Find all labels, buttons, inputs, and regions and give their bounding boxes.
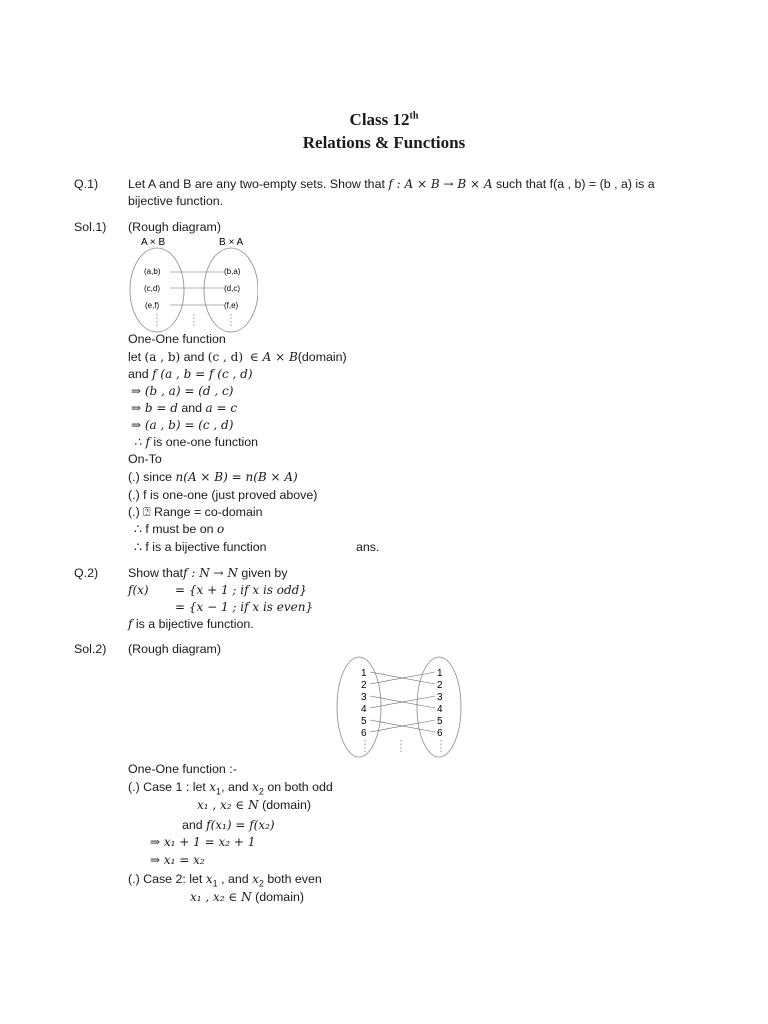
sol1-line-3: ⇒ (b , a) = (d , c) [131,384,234,398]
q1-line-2: bijective function. [128,194,224,208]
q2-line-3: = {x − 1 ; if x is even} [175,600,314,614]
sol1-onto-line-3: (.) ⍰ Range = co-domain [128,505,263,519]
text: is a bijective function. [135,617,254,631]
sol1-line-2 [128,366,253,382]
math: a = c [205,401,238,415]
math: f(x₁) = f(x₂) [206,818,275,832]
text: (.) since [128,470,173,484]
sol2-case2-line-2 [190,889,304,905]
diagram-right-item: 5 [437,716,443,727]
q1-text-b: such that f(a , b) = (b , a) is a [495,177,655,191]
diagram-left-item: 3 [361,692,367,703]
text: given by [241,566,288,580]
diagram-left-item: 1 [361,668,367,679]
text: and [182,818,203,832]
q2-label: Q.2) [74,566,99,580]
math: ∴ f [134,435,150,449]
sol2-case1-line-3 [182,817,275,833]
subscript: 1 [212,878,218,889]
text: is one-one function [153,435,259,449]
math: x₁ , x₂ ∈ N [197,798,259,812]
sol1-onto-line-2: (.) f is one-one (just proved above) [128,488,318,502]
math: ⇒ b = d [131,401,178,415]
sol1-label: Sol.1) [74,220,107,234]
sol1-line-1 [128,349,347,365]
math: n(A × B) = n(B × A) [175,470,298,484]
sol1-line-6 [134,434,258,450]
math: ∈ A × B [249,350,298,364]
math: (c , d) [207,350,244,364]
diagram-right-item: 4 [437,704,443,715]
text: let [128,350,142,364]
class-label: Class 12 [349,110,410,129]
diagram-left-item: (e,f) [145,301,160,310]
sol2-one-one-heading: One-One function :- [128,762,237,776]
math: x [252,780,259,794]
sol1-answer-mark: ans. [356,540,380,554]
class-superscript: th [409,110,419,122]
q2-line-4 [128,616,254,632]
sol1-onto-line-1 [128,469,298,485]
math: x [209,780,217,794]
q1-line-1 [128,176,655,192]
math: f(x) [128,583,149,597]
text: and [181,401,203,415]
diagram-left-item: 4 [361,704,367,715]
math: o [216,522,225,536]
sol2-case1-line-2 [197,797,311,813]
text: , and [221,780,249,794]
diagram-left-item: (c,d) [144,284,160,293]
diagram-right-item: 3 [437,692,443,703]
diagram-right-item: 2 [437,680,443,691]
diagram-left-title: A × B [141,237,166,248]
math: f : N → N [183,566,238,580]
sol2-case1-line-5: ⇒ x₁ = x₂ [150,853,205,867]
subscript: 1 [216,786,222,797]
text: (domain) [262,798,311,812]
q1-math: f : A × B → B × A [388,177,493,191]
diagram-right-item: 1 [437,668,443,679]
sol1-line-4 [131,400,237,416]
diagram-right-title: B × A [219,237,244,248]
sol2-mapping-diagram [334,654,474,764]
sol2-case1-line-4: ⇒ x₁ + 1 = x₂ + 1 [150,835,256,849]
text: both even [267,872,322,886]
math: f [128,617,133,631]
sol1-onto-line-5: ∴ f is a bijective function [134,540,267,554]
subscript: 2 [258,878,264,889]
subscript: 2 [258,786,264,797]
math: x₁ , x₂ ∈ N [190,890,252,904]
q1-text-a: Let A and B are any two-empty sets. Show that [128,177,385,191]
diagram-right-item: (b,a) [224,267,241,276]
math: x [252,872,259,886]
sol1-onto-line-4 [134,521,224,537]
sol1-mapping-diagram [118,232,258,336]
sol1-rough-label: (Rough diagram) [128,220,221,234]
sol2-label: Sol.2) [74,642,107,656]
diagram-right-item: 6 [437,728,443,739]
q1-label: Q.1) [74,177,99,191]
diagram-left-item: (a,b) [144,267,161,276]
q2-line-2 [128,582,149,598]
diagram-right-item: (f,e) [224,301,239,310]
text: , and [221,872,249,886]
diagram-left-item: 5 [361,716,367,727]
text: (.) Case 1 : let [128,780,206,794]
text: and [128,367,149,381]
math: x [205,872,213,886]
diagram-right-item: (d,c) [224,284,240,293]
diagram-left-item: 6 [361,728,367,739]
q2-line-2-rule: = {x + 1 ; if x is odd} [175,583,307,597]
text: Show that [128,566,184,580]
sol1-one-one-heading: One-One function [128,332,226,346]
math: (a , b) [144,350,181,364]
sol1-line-5: ⇒ (a , b) = (c , d) [131,418,234,432]
text: ∴ f must be on [134,522,214,536]
sol2-rough-label: (Rough diagram) [128,642,221,656]
q2-line-1 [128,565,288,581]
page-subtitle: Relations & Functions [302,133,466,152]
text: and [183,350,205,364]
sol1-onto-heading: On-To [128,452,162,466]
text: (domain) [297,350,347,364]
diagram-left-item: 2 [361,680,367,691]
page-title [0,110,768,130]
text: (domain) [255,890,304,904]
text: (.) Case 2: let [128,872,203,886]
math: f (a , b = f (c , d) [152,367,253,381]
text: on both odd [267,780,333,794]
